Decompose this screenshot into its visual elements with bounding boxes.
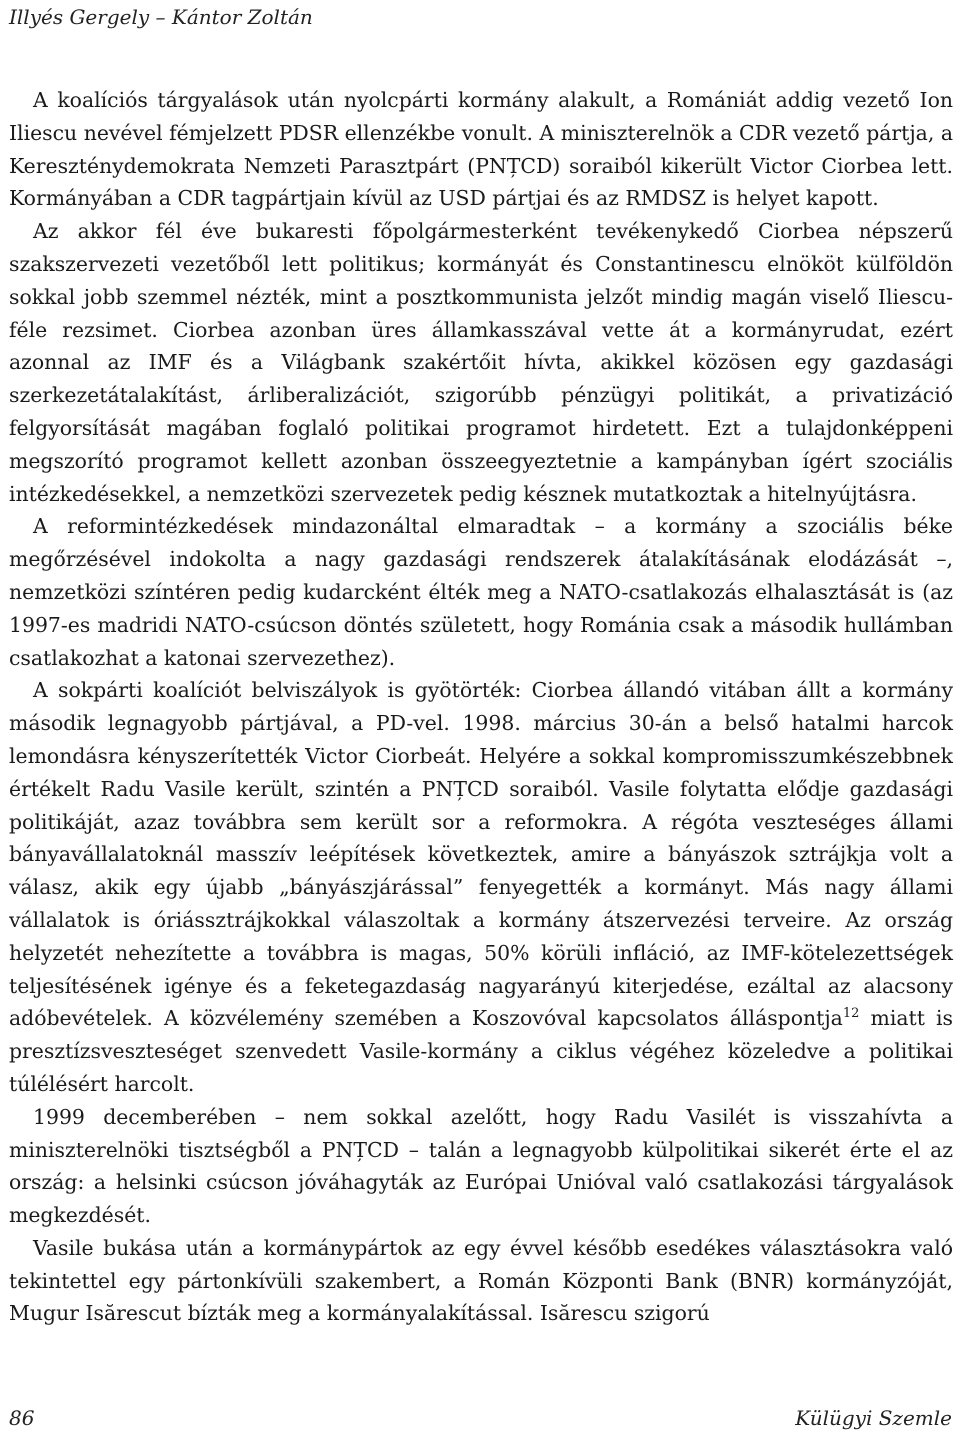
article-body: [9, 84, 953, 1330]
paragraph-text: A sokpárti koalíciót belviszályok is gyötörték: Ciorbea állandó vitában állt a kormány második legnagyobb pártjával, a PD-vel. 1998. március 30-án a belső hatalmi harcok lemondásra kényszerítették Victor Ciorbeát. Helyére a sokkal kompromisszumkészebbnek értékelt Radu Vasile került, szintén a PNȚCD soraiból. Vasile folytatta elődje gazdasági politikáját, azaz továbbra sem került sor a reformokra. A régóta veszteséges állami bányavállalatoknál masszív leépítések következtek, amire a bányászok sztrájkja volt a válasz, akik egy újabb „bányászjárással” fenyegették a kormányt. Más nagy állami vállalatok is óriássztrájkokkal válaszoltak a kormány átszervezési terveire. Az ország helyzetét nehezítette a továbbra is magas, 50% körüli infláció, az IMF-kötelezettségek teljesítésének igénye és a feketegazdaság nagyarányú kiterjedése, ezáltal az alacsony adóbevételek. A közvélemény szemében a Koszovóval kapcsolatos álláspontja: [9, 678, 953, 1031]
footnote-reference[interactable]: 12: [842, 1006, 860, 1022]
paragraph: Az akkor fél éve bukaresti főpolgármesterként tevékenykedő Ciorbea népszerű szakszervezeti vezetőből lett politikus; kormányát és Constantinescu elnököt külföldön sokkal jobb szemmel nézték, mint a posztkommunista jelzőt mindig magán viselő Iliescu-féle rezsimet. Ciorbea azonban üres államkasszával vette át a kormányrudat, ezért azonnal az IMF és a Világbank szakértőit hívta, akikkel közösen egy gazdasági szerkezetátalakítást, árliberalizációt, szigorúbb pénzügyi politikát, a privatizáció felgyorsítását magában foglaló politikai programot hirdetett. Ezt a tulajdonképpeni megszorító programot kellett azonban összeegyeztetnie a kampányban ígért szociális intézkedésekkel, a nemzetközi szervezetek pedig késznek mutatkoztak a hitelnyújtásra.: [9, 219, 953, 506]
paragraph: 1999 decemberében – nem sokkal azelőtt, hogy Radu Vasilét is visszahívta a miniszterelnöki tisztségből a PNȚCD – talán a legnagyobb külpolitikai sikerét érte el az ország: a helsinki csúcson jóváhagyták az Európai Unióval való csatlakozási tárgyalások megkezdését.: [9, 1104, 953, 1228]
page-number: 86: [9, 1406, 35, 1430]
paragraph: [9, 674, 953, 1100]
running-head: Illyés Gergely – Kántor Zoltán: [9, 5, 313, 29]
page-footer: [9, 1404, 952, 1432]
paragraph: Vasile bukása után a kormánypártok az egy évvel később esedékes választásokra való tekintettel egy pártonkívüli szakembert, a Román Központi Bank (BNR) kormányzóját, Mugur Isărescut bízták meg a kormányalakítással. Isărescu szigorú: [9, 1235, 953, 1326]
paragraph: A reformintézkedések mindazonáltal elmaradtak – a kormány a szociális béke megőrzésével indokolta a nagy gazdasági rendszerek átalakításának elodázását –, nemzetközi színtéren pedig kudarcként élték meg a NATO-csatlakozás elhalasztását is (az 1997-es madridi NATO-csúcson döntés született, hogy Románia csak a második hullámban csatlakozhat a katonai szervezethez).: [9, 514, 953, 670]
paragraph: A koalíciós tárgyalások után nyolcpárti kormány alakult, a Romániát addig vezető Ion Iliescu nevével fémjelzett PDSR ellenzékbe vonult. A miniszterelnök a CDR vezető pártja, a Kereszténydemokrata Nemzeti Parasztpárt (PNȚCD) soraiból kikerült Victor Ciorbea lett. Kormányában a CDR tagpártjain kívül az USD pártjai és az RMDSZ is helyet kapott.: [9, 88, 953, 211]
journal-name: Külügyi Szemle: [795, 1406, 952, 1430]
paragraph-text-continued: miatt is presztízsveszteséget szenvedett Vasile-kormány a ciklus végéhez közeledve a politikai túlélésért harcolt.: [9, 1006, 954, 1096]
